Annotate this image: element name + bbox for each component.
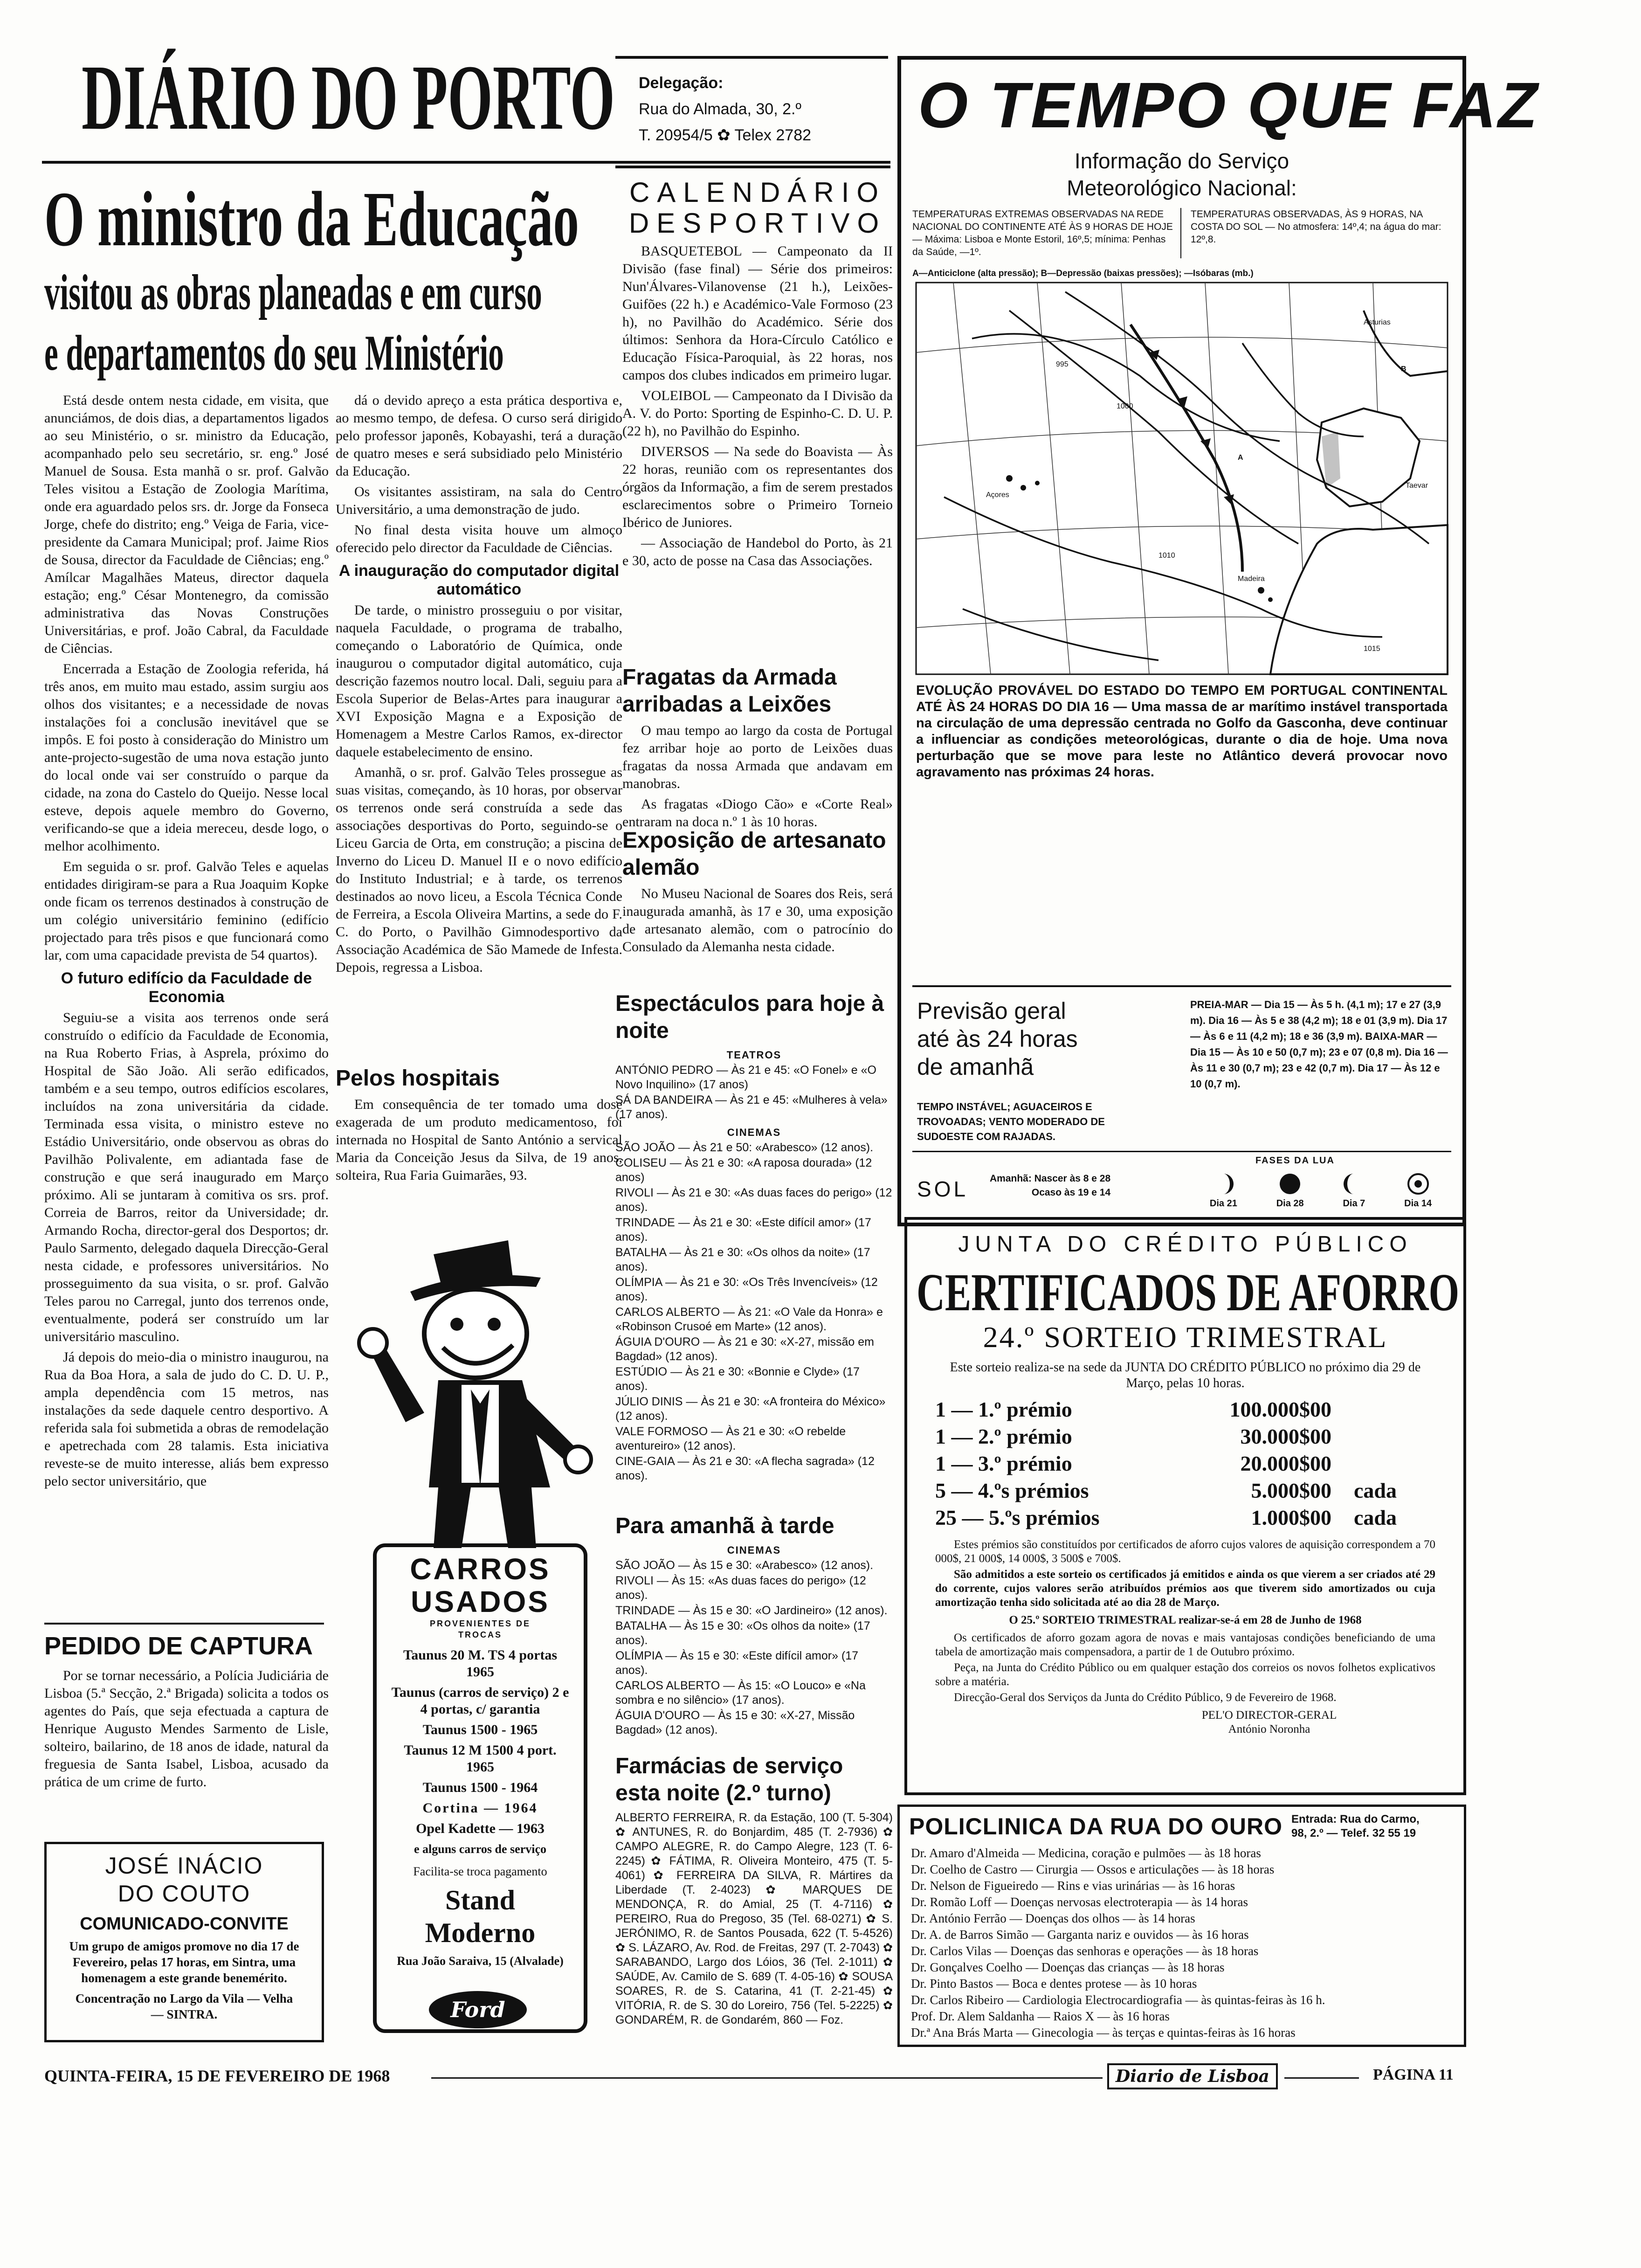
subhead-computador: A inauguração do computador digital automático: [338, 562, 620, 598]
captura-title: PEDIDO DE CAPTURA: [44, 1632, 313, 1660]
fases-label: FASES DA LUA: [1255, 1155, 1335, 1166]
map-label-asturias: Asturias: [1364, 318, 1391, 326]
lead-paragraph: Amanhã, o sr. prof. Galvão Teles prossegue as suas visitas, começando, às 10 horas, por observar os terrenos onde será construída a sede das associações desportivas do Porto, seguindo-se o Liceu Garcia de Orta, em construção; a piscina de Inverno do Liceu D. Manuel II e o novo edifício do Instituto Industrial; e à tarde, os terrenos destinados ao novo liceu, a Escola Técnica Conde de Ferreira, a Escola Oliveira Martins, a sede do F. C. do Porto, o Pavilhão Gimnodesportivo da Associação Académica de São Mamede de Infesta. Depois, regressa a Lisboa.: [336, 765, 622, 975]
footer: [44, 2063, 1466, 2091]
calendario-paragraph: DIVERSOS — Na sede do Boavista — Às 22 horas, reunião com os representantes dos órgãos da Informação, a fim de serem prestados esclarecimentos sobre o Primeiro Torneio Ibérico de Juniores.: [622, 444, 893, 530]
list-item: CARLOS ALBERTO — Às 21: «O Vale da Honra» e «Robinson Crusoé em Marte» (12 anos).: [615, 1306, 883, 1333]
prize-suffix: [1331, 1450, 1397, 1477]
delegation-label: Delegação:: [639, 74, 724, 92]
doctor-row: Dr.ª Ana Brás Marta — Ginecologia — às terças e quintas-feiras às 16 horas: [911, 2026, 1296, 2040]
exposicao-article: [622, 821, 893, 975]
junta-paragraph: Direcção-Geral dos Serviços da Junta do Crédito Público, 9 de Fevereiro de 1968.: [954, 1691, 1337, 1704]
list-item: RIVOLI — Às 21 e 30: «As duas faces do perigo» (12 anos).: [615, 1186, 892, 1214]
doctor-row: Dr. Amaro d'Almeida — Medicina, coração e pulmões — às 18 horas: [911, 1846, 1261, 1860]
hospitais-article: [336, 1058, 622, 1208]
delegation-address: Rua do Almada, 30, 2.º: [639, 100, 801, 118]
calendario-paragraph: BASQUETEBOL — Campeonato da II Divisão (fase final) — Série dos primeiros: Nun'Álvares-Vilanovense (21 h.), Leixões-Guifões (22 h.) e Académico-Vale Formoso (23 h), no Pavilhão do Académico. Série dos últimos: Senhora da Hora-Círculo Católico e Educação Física-Paroquial, às 22 horas, nos campos dos clubes indicados em primeiro lugar.: [622, 243, 893, 383]
doctor-row: Dr. António Ferrão — Doenças dos olhos — às 14 horas: [911, 1911, 1195, 1925]
carros-item: e alguns carros de serviço: [414, 1842, 547, 1856]
map-label-995: 995: [1056, 360, 1069, 368]
junta-paragraph: O 25.º SORTEIO TRIMESTRAL realizar-se-á em 28 de Junho de 1968: [1009, 1614, 1362, 1626]
lead-paragraph: Está desde ontem nesta cidade, em visita, que anunciámos, de dois dias, a departamentos ligados ao seu Ministério, o sr. ministro da Educação, acompanhado pelo seu secretário, sr. eng.º José Manuel de Sousa. Esta manhã o sr. prof. Galvão Teles visitou a Estação de Zoologia Marítima, onde era aguardado pelos srs. dr. Jorge da Fonseca Jorge, chefe do distrito; eng.º Veiga de Faria, vice-presidente da Camara Municipal; prof. Jaime Rios de Sousa, director da Faculdade de Ciências; eng.º Amílcar Magalhães Mateus, director daquela estação; eng.º César Montenegro, da comissão administrativa das Novas Construções Universitárias, e prof. João Cabral, da Faculdade de Ciências.: [44, 393, 329, 656]
carros-facilities: Facilita-se troca pagamento: [413, 1865, 547, 1878]
carros-frame: [373, 1543, 587, 2033]
list-item: RIVOLI — Às 15: «As duas faces do perigo» (12 anos).: [615, 1574, 866, 1602]
prize-value: 1.000$00: [1251, 1506, 1331, 1529]
carros-usados-ad: [354, 1226, 606, 2038]
list-item: CARLOS ALBERTO — Às 15: «O Louco» e «Na sombra e no silêncio» (17 anos).: [615, 1679, 866, 1707]
ford-logo: [429, 1991, 527, 2028]
lead-headline-2: visitou as obras planeadas e em curso: [44, 265, 542, 320]
tempo-temps: [912, 208, 1451, 258]
espectaculos-article: [615, 984, 893, 1506]
amanha-tarde-article: [615, 1506, 893, 1744]
hospitais-title: Pelos hospitais: [336, 1066, 500, 1091]
junta-body: [935, 1538, 1435, 1736]
lead-paragraph: No final desta visita houve um almoço oferecido pelo director da Faculdade de Ciências.: [336, 522, 622, 555]
prize-label: 1 — 1.º prémio: [935, 1397, 1072, 1421]
previsao-line-3: de amanhã: [917, 1054, 1034, 1080]
carros-item: Opel Kadette — 1963: [416, 1821, 545, 1836]
list-item: COLISEU — Às 21 e 30: «A raposa dourada» (12 anos): [615, 1156, 872, 1184]
temp-right: TEMPERATURAS OBSERVADAS, ÀS 9 HORAS, NA COSTA DO SOL — No atmosfera: 14º,4; na água do mar: 12º,8.: [1191, 209, 1441, 245]
prize-row: [935, 1477, 1440, 1504]
carros-item: Taunus 1500 - 1964: [422, 1780, 538, 1795]
map-label-madeira: Madeira: [1238, 575, 1265, 583]
list-item: ESTÚDIO — Às 21 e 30: «Bonnie e Clyde» (17 anos).: [615, 1365, 860, 1393]
moon-phase: [1343, 1172, 1365, 1209]
jose-inacio-box: [44, 1842, 324, 2042]
tempo-subtitle-1: Informação do Serviço: [1074, 149, 1289, 173]
captura-article: [44, 1630, 329, 1835]
lead-paragraph: De tarde, o ministro prosseguiu o por visitar, naquela Faculdade, o programa de trabalho, começando o Laboratório de Química, onde inaugurou o computador digital automático, cuja descrição fazemos noutro local. Dali, seguiu para a Escola Superior de Belas-Artes para inaugurar a XVI Exposição Magna e a Exposição de Homenagem a Mestre Carlos Ramos, ex-director daquele estabelecimento de ensino.: [336, 602, 622, 760]
previsao-line-1: Previsão geral: [917, 998, 1066, 1024]
lead-paragraph: dá o devido apreço a esta prática desportiva e, ao mesmo tempo, de defesa. O curso será dirigido pelo professor japonês, Kobayashi, terá a duração de quatro meses e será subsidiado pelo Ministério da Educação.: [336, 393, 622, 479]
prize-label: 25 — 5.ºs prémios: [935, 1506, 1100, 1529]
sol-ocaso: Ocaso às 19 e 14: [1031, 1187, 1111, 1198]
calendario-paragraph: — Associação de Handebol do Porto, às 21 e 30, acto de posse na Casa das Associações.: [622, 535, 893, 568]
map-label-b: B: [1401, 365, 1407, 373]
junta-intro: Este sorteio realiza-se na sede da JUNTA DO CRÉDITO PÚBLICO no próximo dia 29 de Março, pelas 10 horas.: [950, 1360, 1421, 1390]
teatros-list: [615, 1063, 893, 1122]
sol-text: [990, 1172, 1110, 1200]
jose-inacio-concentration: Concentração no Largo da Vila — Velha — SINTRA.: [75, 1991, 293, 2021]
prize-row: [935, 1396, 1440, 1423]
cartoon-man-illustration: [354, 1226, 606, 1553]
delegation-block: [639, 70, 890, 159]
junta-signer-2: António Noronha: [1228, 1723, 1310, 1736]
lead-paragraph: Em seguida o sr. prof. Galvão Teles e aquelas entidades dirigiram-se para a Rua Joaquim Kopke onde ficam os terrenos destinados à construção de um colégio universitário feminino (edifício projectado para três pisos e que funcionará como lar, com uma capacidade prevista de 54 quartos).: [44, 859, 329, 963]
prize-value: 20.000$00: [1240, 1452, 1331, 1475]
lead-paragraph: Encerrada a Estação de Zoologia referida, há três anos, em muito mau estado, assim surgiu aos olhos dos visitantes; e a necessidade de novas instalações foi a conclusão inevitável que se impôs. E foi posto à consideração do Ministro um ante-projecto-sugestão de uma nova estação junto do local onde vai ser construído o parque da cidade, na zona do Castelo do Queijo. Nesse local esteve, depois aquele membro do Governo, verificando-se que a ideia mereceu, desde logo, o melhor acolhimento.: [44, 661, 329, 854]
list-item: ANTÓNIO PEDRO — Às 21 e 45: «O Fonel» e «O Novo Inquilino» (17 anos): [615, 1064, 876, 1091]
junta-sorteio: 24.º SORTEIO TRIMESTRAL: [983, 1321, 1388, 1354]
list-item: BATALHA — Às 15 e 30: «Os olhos da noite» (17 anos).: [615, 1619, 870, 1647]
previsao-text: TEMPO INSTÁVEL; AGUACEIROS E TROVOADAS; VENTO MODERADO DE SUDOESTE COM RAJADAS.: [917, 1101, 1105, 1142]
jose-inacio-name-2: DO COUTO: [117, 1881, 251, 1907]
exposicao-text: No Museu Nacional de Soares dos Reis, será inaugurada amanhã, às 17 e 30, uma exposição de artesanato alemão, com o patrocínio do Consulado da Alemanha nesta cidade.: [622, 886, 893, 954]
policlinica-title: POLICLINICA DA RUA DO OURO: [909, 1813, 1282, 1839]
hospitais-text: Em consequência de ter tomado uma dose exagerada de um produto medicamentoso, foi internada no Hospital de Santo António a servical Maria da Conceição Jesus da Silva, de 19 anos, solteira, Rua Faria Guimarães, 93.: [336, 1097, 622, 1183]
doctor-row: Dr. Carlos Ribeiro — Cardiologia Electrocardiografia — às quintas-feiras às 16 h.: [911, 1993, 1325, 2007]
prize-value: 100.000$00: [1229, 1397, 1331, 1421]
carros-item: Cortina — 1964: [422, 1800, 538, 1816]
espectaculos-title: Espectáculos para hoje à noite: [615, 991, 884, 1043]
moon-full-icon: [1278, 1172, 1302, 1196]
junta-paragraph: São admitidos a este sorteio os certificados já emitidos e ainda os que vierem a ser criados até 29 do corrente, cujos valores serão atribuídos prémios aos que tiverem sido amortizados ou cuja amortização tenha sido solicitada até ao dia 28 de Março.: [935, 1568, 1435, 1609]
prize-list: [935, 1396, 1440, 1531]
doctor-row: Dr. Gonçalves Coelho — Doenças das crianças — às 18 horas: [911, 1960, 1225, 1974]
prize-value: 30.000$00: [1240, 1424, 1331, 1448]
list-item: SÁ DA BANDEIRA — Às 21 e 45: «Mulheres à vela» (17 anos).: [615, 1093, 888, 1121]
list-item: OLÍMPIA — Às 15 e 30: «Este difícil amor» (17 anos).: [615, 1649, 859, 1677]
moon-phase: [1210, 1172, 1237, 1209]
prize-row: [935, 1423, 1440, 1450]
policlinica-address-2: 98, 2.º — Telef. 32 55 19: [1291, 1827, 1416, 1839]
tempo-subtitle-2: Meteorológico Nacional:: [1067, 176, 1297, 200]
doctor-row: Dr. Nelson de Figueiredo — Rins e vias urinárias — às 16 horas: [911, 1879, 1235, 1893]
prize-suffix: cada: [1354, 1479, 1397, 1502]
fragatas-article: [622, 657, 893, 830]
list-item: SÃO JOÃO — Às 15 e 30: «Arabesco» (12 anos).: [615, 1559, 874, 1572]
farmacias-title: Farmácias de serviço esta noite (2.º turno): [615, 1754, 843, 1805]
moon-last-quarter-icon: [1343, 1172, 1365, 1196]
farmacias-list: ALBERTO FERREIRA, R. da Estação, 100 (T. 5-304) ✿ ANTUNES, R. do Bonjardim, 485 (T. 2-7936) ✿ CAMPO ALEGRE, R. do Campo Alegre, 123 (T. 6-2245) ✿ FÁTIMA, R. Oliveira Monteiro, 475 (T. 5-4061) ✿ FERREIRA DA SILVA, R. Mártires da Liberdade (T. 2-4023) ✿ MARQUES DE MENDONÇA, R. do Amial, 25 (T. 4-7116) ✿ PEREIRO, Rua do Pregoso, 35 (Tel. 68-0271) ✿ S. JERÓNIMO, R. de Santos Pousada, 622 (T. 5-4526) ✿ S. LÁZARO, Av. Rod. de Freitas, 297 (T. 2-7043) ✿ SARABANDO, Largo dos Lóios, 36 (Tel. 2-1011) ✿ SAÚDE, Av. Camilo de S. 689 (T. 4-05-16) ✿ SOUSA SOARES, R. de S. Catarina, 41 (T. 2-21-45) ✿ VITÓRIA, R. de S. 30 do Loreiro, 756 (Tel. 5-2225) ✿ GONDARÉM, R. de Gondarém, 860 — Foz.: [615, 1811, 893, 2026]
list-item: SÃO JOÃO — Às 21 e 50: «Arabesco» (12 anos).: [615, 1141, 874, 1154]
carros-list: [390, 1647, 571, 1970]
footer-paper: Diario de Lisboa: [1107, 2063, 1278, 2089]
cinemas-list: [615, 1141, 893, 1483]
sol-label: SOL: [917, 1177, 969, 1201]
mares-text: PREIA-MAR — Dia 15 — Às 5 h. (4,1 m); 17 e 27 (3,9 m). Dia 16 — Às 5 e 38 (4,2 m); 18 e 01 (3,9 m). Dia 17 — Às 6 e 11 (4,2 m); 18 e 36 (3,9 m). BAIXA-MAR — Dia 15 — Às 10 e 50 (0,7 m); 23 e 07 (0,8 m). Dia 16 — Às 11 e 30 (0,7 m); 23 e 42 (0,7 m). Dia 17 — Às 12 e 10 (0,7 m).: [1190, 999, 1448, 1090]
subhead-economia: O futuro edifício da Faculdade de Economia: [61, 969, 312, 1006]
prize-suffix: [1331, 1423, 1397, 1450]
jose-inacio-text: Um grupo de amigos promove no dia 17 de Fevereiro, pelas 17 horas, em Sintra, uma homenagem a este grande benemérito.: [69, 1939, 299, 1985]
lead-column-2: [336, 392, 622, 1077]
list-item: TRINDADE — Às 21 e 30: «Este difícil amor» (17 anos).: [615, 1216, 871, 1244]
lead-headline-1: O ministro da Educação: [44, 176, 579, 263]
list-item: CINE-GAIA — Às 21 e 30: «A flecha sagrada» (12 anos).: [615, 1455, 875, 1482]
tempo-title: O TEMPO QUE FAZ: [918, 69, 1539, 141]
ford-logo-text: Ford: [450, 1997, 505, 2022]
fragatas-title: Fragatas da Armada arribadas a Leixões: [622, 665, 837, 717]
jose-inacio-name-1: JOSÉ INÁCIO: [105, 1853, 263, 1879]
prize-row: [935, 1504, 1440, 1531]
junta-paragraph: Estes prémios são constituídos por certificados de aforro cujos valores de aquisição correspondem a 70 000$, 21 000$, 14 000$, 3 500$ e 700$.: [935, 1538, 1435, 1565]
policlinica-doctors: [911, 1845, 1456, 2041]
carros-address: Rua João Saraiva, 15 (Alvalade): [397, 1954, 564, 1968]
junta-header: JUNTA DO CRÉDITO PÚBLICO: [958, 1232, 1413, 1257]
lead-paragraph: Já depois do meio-dia o ministro inaugurou, na Rua da Boa Hora, a sala de judo do C. D. U. P., ampla dependência com 15 metros, nas instalações da sede daquele centro desportivo. A referida sala foi submetida a obras de remodelação e apetrechada com 28 talamis. Esta iniciativa reveste-se de muito interesse, aliás bem expresso pelo sector universitário, que: [44, 1349, 329, 1489]
map-label-1010: 1010: [1158, 552, 1175, 560]
prize-label: 1 — 3.º prémio: [935, 1452, 1072, 1475]
sol-nascer: Amanhã: Nascer às 8 e 28: [990, 1173, 1111, 1184]
previsao-line-2: até às 24 horas: [917, 1026, 1078, 1052]
map-label-acores: Açores: [986, 491, 1009, 499]
doctor-row: Dr. Carlos Vilas — Doenças das senhoras e operações — às 18 horas: [911, 1944, 1259, 1958]
farmacias-article: [615, 1746, 893, 2045]
jose-inacio-heading: COMUNICADO-CONVITE: [80, 1914, 289, 1934]
masthead-title: DIÁRIO DO PORTO: [82, 46, 615, 149]
carros-dealer: Stand Moderno: [425, 1885, 536, 1948]
prize-label: 5 — 4.ºs prémios: [935, 1479, 1089, 1502]
carros-item: Taunus 12 M 1500 4 port. 1965: [404, 1742, 557, 1775]
amanha-list: [615, 1558, 893, 1737]
list-item: VALE FORMOSO — Às 21 e 30: «O rebelde aventureiro» (12 anos).: [615, 1425, 846, 1452]
prize-value: 5.000$00: [1251, 1479, 1331, 1502]
lead-paragraph: Seguiu-se a visita aos terrenos onde será construído o edifício da Faculdade de Economia, na Rua Roberto Frias, à Asprela, próximo do Hospital de São João. Ali serão edificados, também e a seu tempo, outros edifícios escolares, incluídos na zona universitária da cidade. Terminada essa visita, o ministro esteve no Estádio Universitário, onde observou as obras do Pavilhão Polivalente, em adiantada fase de construção e que será inaugurado em Março próximo. Ali se juntaram à comitiva os srs. prof. Correia de Barros, reitor da Universidade; dr. Armando Rocha, director-geral dos Desportos; dr. Paulo Sarmento, delegado daquela Direcção-Geral nesta cidade, e professores universitários. No prosseguimento da sua visita, o sr. prof. Galvão Teles parou no Carregal, junto dos terrenos onde, eventualmente, poderá ser construído um lar universitário masculino.: [44, 1010, 329, 1344]
carros-item: Taunus 1500 - 1965: [422, 1722, 538, 1737]
policlinica-box: [897, 1805, 1466, 2047]
list-item: TRINDADE — Às 15 e 30: «O Jardineiro» (12 anos).: [615, 1604, 888, 1617]
weather-map: [916, 283, 1448, 674]
carros-subtitle: PROVENIENTES DE TROCAS: [429, 1619, 531, 1639]
calendario-title-2: DESPORTIVO: [628, 207, 887, 239]
policlinica-address: [1291, 1812, 1420, 1840]
moon-phase: [1404, 1172, 1432, 1209]
doctor-row: Dr. Romão Loff — Doenças nervosas electroterapia — às 14 horas: [911, 1895, 1248, 1909]
teatros-label: TEATROS: [726, 1049, 782, 1061]
calendario-paragraph: VOLEIBOL — Campeonato da I Divisão da A. V. do Porto: Sporting de Espinho-C. D. U. P. (22 h), no Pavilhão do Espinho.: [622, 388, 893, 439]
carros-title-1: CARROS: [410, 1552, 551, 1586]
prize-suffix: cada: [1354, 1506, 1397, 1529]
list-item: BATALHA — Às 21 e 30: «Os olhos da noite» (17 anos).: [615, 1246, 870, 1273]
lead-column-1: [44, 392, 329, 1618]
lead-paragraph: Os visitantes assistiram, na sala do Centro Universitário, a uma demonstração de judo.: [336, 484, 622, 517]
masthead-rule: [42, 161, 890, 164]
temp-left: TEMPERATURAS EXTREMAS OBSERVADAS NA REDE NACIONAL DO CONTINENTE ATÉ ÀS 9 HORAS DE HOJE — Máxima: Lisboa e Monte Estoril, 16º,5; mínima: Penhas da Saúde, —1º.: [912, 208, 1181, 258]
junta-title: CERTIFICADOS DE AFORRO: [917, 1263, 1460, 1322]
fragatas-paragraph: O mau tempo ao largo da costa de Portugal fez arribar hoje ao porto de Leixões duas fragatas da nossa Armada que andavam em manobras.: [622, 723, 893, 791]
map-label-a: A: [1238, 454, 1243, 462]
tempo-box: [897, 56, 1539, 1226]
forecast-text: EVOLUÇÃO PROVÁVEL DO ESTADO DO TEMPO EM PORTUGAL CONTINENTAL ATÉ ÀS 24 HORAS DO DIA 16 — Uma massa de ar marítimo instável transportada na circulação de uma depressão centrada no Golfo da Gasconha, deve continuar a influenciar as condições meteorológicas, durante o dia de hoje. Uma nova perturbação que se move para leste no Atlântico deverá provocar novo agravamento nas próximas 24 horas.: [916, 683, 1448, 780]
carros-title-2: USADOS: [411, 1585, 550, 1618]
doctor-row: Dr. Coelho de Castro — Cirurgia — Ossos e articulações — às 18 horas: [911, 1862, 1275, 1876]
list-item: OLÍMPIA — Às 21 e 30: «Os Três Invencíveis» (12 anos).: [615, 1276, 878, 1303]
calendario-title-1: CALENDÁRIO: [629, 177, 886, 208]
policlinica-address-1: Entrada: Rua do Carmo,: [1291, 1813, 1420, 1825]
exposicao-title: Exposição de artesanato alemão: [622, 828, 886, 880]
map-label-taevar: Taevar: [1406, 482, 1428, 490]
cinemas-label: CINEMAS: [727, 1127, 781, 1138]
prize-label: 1 — 2.º prémio: [935, 1424, 1072, 1448]
delegation-phone: T. 20954/5 ✿ Telex 2782: [639, 126, 812, 144]
farmacias-text: [615, 1811, 893, 2027]
junta-paragraph: Peça, na Junta do Crédito Público ou em qualquer estação dos correios os novos folhetos explicativos sobre a matéria.: [935, 1661, 1435, 1688]
moon-phase-day: Dia 7: [1343, 1198, 1365, 1209]
moon-phase: [1276, 1172, 1304, 1209]
moon-new-icon: [1406, 1172, 1430, 1196]
list-item: ÁGUIA D'OURO — Às 15 e 30: «X-27, Missão Bagdad» (12 anos).: [615, 1709, 855, 1736]
carros-item: Taunus 20 M. TS 4 portas 1965: [403, 1647, 558, 1680]
doctor-row: Dr. A. de Barros Simão — Garganta nariz e ouvidos — às 16 horas: [911, 1928, 1249, 1942]
footer-date: QUINTA-FEIRA, 15 DE FEVEREIRO DE 1968: [44, 2067, 390, 2085]
moon-phases: [1190, 1172, 1451, 1209]
map-label-1000: 1000: [1117, 402, 1133, 410]
fragatas-paragraph: As fragatas «Diogo Cão» e «Corte Real» entraram na doca n.º 1 às 10 horas.: [622, 796, 893, 830]
map-legend: A—Anticiclone (alta pressão); B—Depressão (baixas pressões); —Isóbaras (mb.): [912, 269, 1254, 278]
moon-phase-day: Dia 28: [1276, 1198, 1304, 1209]
amanha-tarde-title: Para amanhã à tarde: [615, 1514, 834, 1538]
junta-signer-1: PEL'O DIRECTOR-GERAL: [1201, 1709, 1337, 1722]
prize-suffix: [1331, 1396, 1397, 1423]
doctor-row: Prof. Dr. Alem Saldanha — Raios X — às 16 horas: [911, 2009, 1170, 2023]
carros-item: Taunus (carros de serviço) 2 e 4 portas, c/ garantia: [391, 1685, 569, 1717]
doctor-row: Dr. Pinto Bastos — Boca e dentes protese — às 10 horas: [911, 1977, 1197, 1991]
list-item: JÚLIO DINIS — Às 21 e 30: «A fronteira do México» (12 anos).: [615, 1395, 886, 1423]
map-label-1015: 1015: [1364, 645, 1380, 653]
calendario-block: [622, 177, 893, 643]
amanha-cinemas-label: CINEMAS: [727, 1544, 781, 1556]
prize-row: [935, 1450, 1440, 1477]
captura-text: Por se tornar necessário, a Polícia Judiciária de Lisboa (5.ª Secção, 2.ª Brigada) solicita a todos os agentes do País, que seja efectuada a captura de Henrique Augusto Mendes Sarmento de Lisle, solteiro, bailarino, de 18 anos de idade, natural da freguesia de Santa Isabel, Lisboa, acusado da prática de um crime de furto.: [44, 1668, 329, 1790]
junta-paragraph: Os certificados de aforro gozam agora de novas e mais vantajosas condições beneficiando de uma tabela de amortização mais compensadora, a partir de 1 de Outubro próximo.: [935, 1632, 1435, 1658]
footer-page: PÁGINA 11: [1373, 2066, 1454, 2083]
moon-phase-day: Dia 21: [1209, 1198, 1237, 1209]
previsao-block: [917, 997, 1150, 1144]
moon-phase-day: Dia 14: [1404, 1198, 1432, 1209]
lead-headline-3: e departamentos do seu Ministério: [44, 325, 504, 381]
list-item: ÁGUIA D'OURO — Às 21 e 30: «X-27, missão em Bagdad» (12 anos).: [615, 1335, 874, 1363]
junta-box: [904, 1217, 1466, 1795]
junta-title-wrap: [917, 1263, 1463, 1322]
moon-first-quarter-icon: [1213, 1172, 1234, 1196]
